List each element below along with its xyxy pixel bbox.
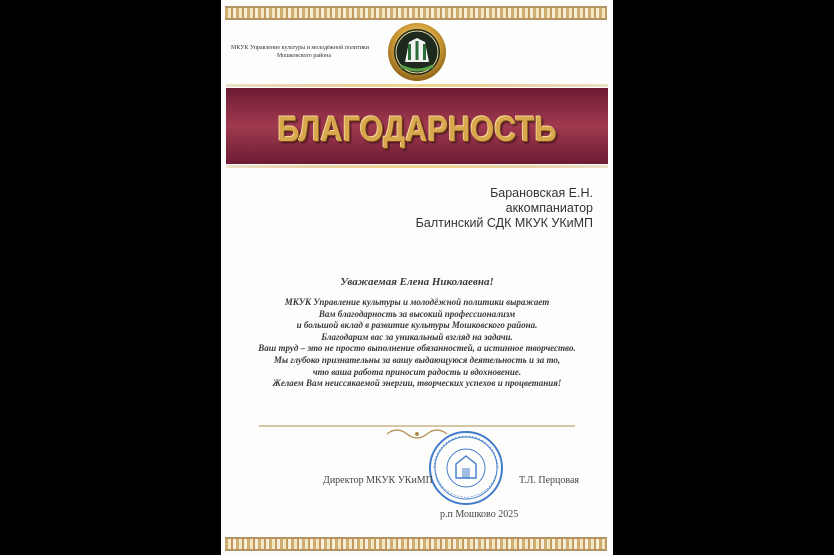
message-line: и большой вклад в развитие культуры Мошковского района.	[296, 320, 538, 331]
message-line: что ваша работа приносит радость и вдохновение.	[312, 366, 522, 377]
recipient-workplace: Балтинский СДК МКУК УКиМП	[415, 216, 593, 230]
greeting: Уважаемая Елена Николаевна!	[340, 276, 494, 288]
bottom-ornament-border	[225, 537, 607, 551]
official-seal-stamp	[428, 430, 504, 506]
message-body	[221, 297, 613, 390]
signatory-name: Т.Л. Перцовая	[519, 475, 580, 486]
organization-emblem-icon	[387, 22, 447, 82]
ornamental-divider	[259, 420, 575, 444]
message-line: МКУК Управление культуры и молодёжной политики выражает	[284, 297, 550, 307]
certificate-page	[221, 0, 613, 555]
message-line: Благодарим вас за уникальный взгляд на задачи.	[321, 331, 513, 342]
place-and-date: р.п Мошково 2025	[440, 509, 519, 520]
message-line: Вам благодарность за высокий профессионализм	[318, 308, 516, 319]
signatory-role: Директор МКУК УКиМП	[323, 475, 433, 486]
recipient-name: Барановская Е.Н.	[490, 186, 593, 200]
message-line: Ваш труд – это не просто выполнение обязанностей, а истинное творчество.	[258, 343, 576, 354]
message-line: Желаем Вам неиссякаемой энергии, творческих успехов и процветания!	[272, 378, 562, 389]
org-name-line2: Мошковского района	[277, 53, 332, 59]
organization-header	[231, 44, 391, 60]
top-ornament-border	[225, 6, 607, 20]
recipient-position: аккомпаниатор	[505, 201, 593, 215]
message-line: Мы глубоко признательны за вашу выдающуюся деятельность и за то,	[273, 354, 561, 365]
org-name-line1: МКУК Управление культуры и молодёжной политики	[231, 45, 370, 51]
recipient-block	[416, 186, 593, 231]
certificate-title: БЛАГОДАРНОСТЬ	[277, 110, 557, 149]
